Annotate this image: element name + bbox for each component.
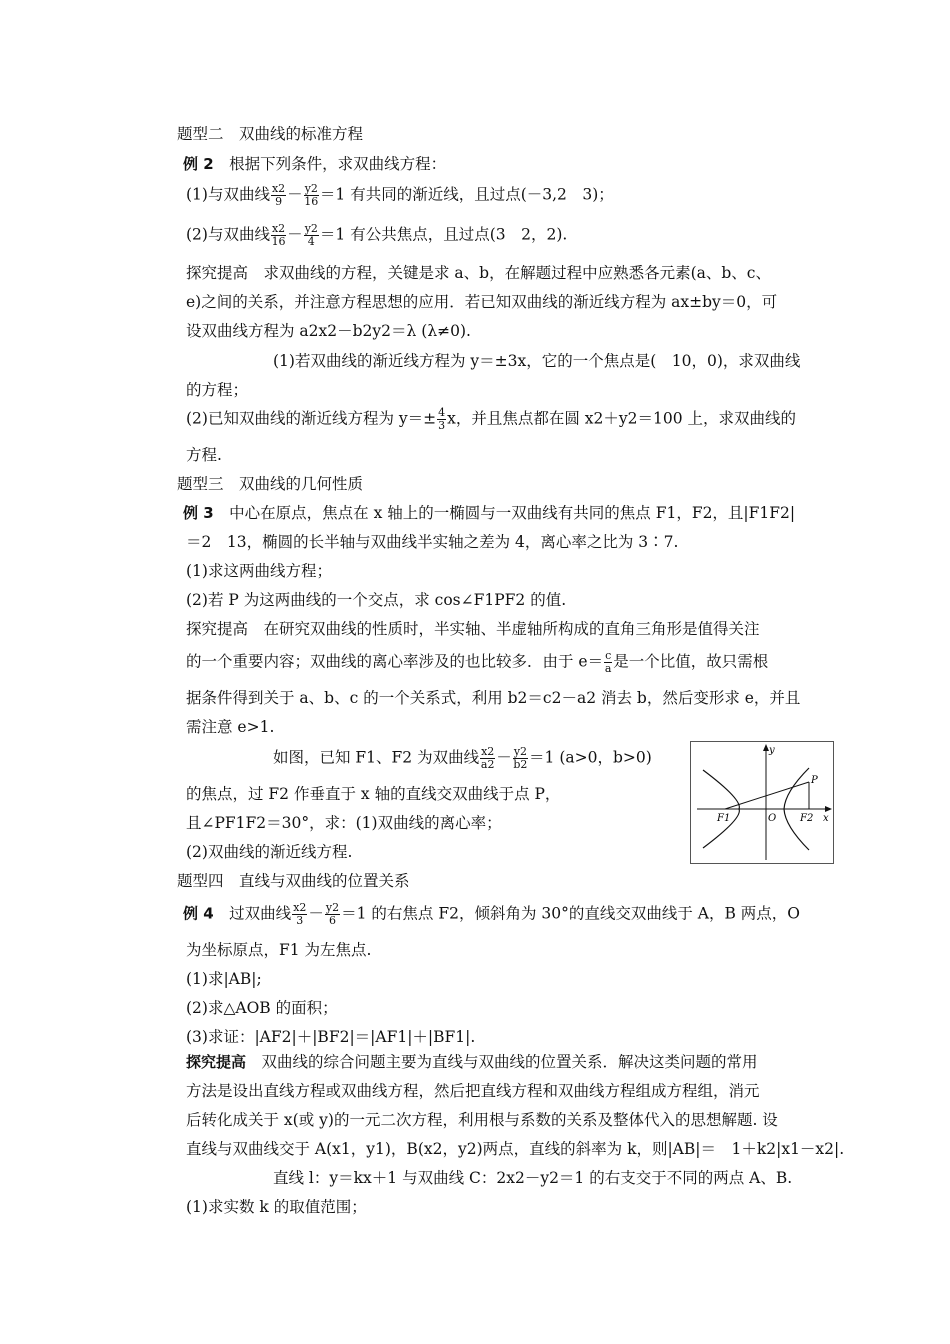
minus-sign: －	[287, 225, 303, 244]
example-3-question-1: (1)求这两曲线方程；	[186, 562, 332, 580]
tanjiu-2-line-2	[186, 650, 768, 675]
minus-sign: －	[496, 748, 512, 767]
v2-text-a: 如图，已知 F1、F2 为双曲线	[273, 748, 480, 767]
example-2-question-2	[186, 223, 567, 248]
tanjiu-2-line-4: 需注意 e>1.	[186, 718, 275, 736]
fraction-y2-6	[325, 902, 340, 927]
ex4-text-b: ＝1 的右焦点 F2，倾斜角为 30°的直线交双曲线于 A，B 两点，O	[341, 904, 801, 923]
variant-2-line-3: 且∠PF1F2＝30°，求：(1)双曲线的离心率；	[186, 814, 502, 832]
fraction-num: y2	[304, 182, 318, 195]
variant-1-line-3	[186, 407, 796, 432]
variant-3-line-2: (1)求实数 k 的取值范围；	[186, 1198, 367, 1216]
tanjiu-2-line-1: 探究提高 在研究双曲线的性质时，半实轴、半虚轴所构成的直角三角形是值得关注	[186, 620, 760, 638]
example-4-line-1	[183, 902, 800, 927]
label-o: O	[768, 813, 777, 824]
fraction-num: x2	[293, 901, 307, 914]
fraction-num: c	[605, 649, 612, 662]
q1-text-b: ＝1 有共同的渐近线，且过点(－3,2 3)；	[319, 185, 614, 204]
q2-text-a: (2)与双曲线	[186, 225, 270, 244]
example-2-line	[183, 154, 446, 174]
example-4-question-1: (1)求|AB|;	[186, 970, 262, 988]
minus-sign: －	[287, 185, 303, 204]
tanjiu-3-line-2: 方法是设出直线方程或双曲线方程，然后把直线方程和双曲线方程组成方程组，消元	[186, 1082, 760, 1100]
tanjiu-1-line-1: 探究提高 求双曲线的方程，关键是求 a、b，在解题过程中应熟悉各元素(a、b、c、	[186, 264, 771, 282]
fraction-den: 9	[275, 195, 283, 208]
fraction-x2-16	[271, 223, 286, 248]
fraction-den: 16	[271, 235, 286, 248]
hyperbola-diagram	[691, 742, 833, 863]
tanjiu-3-text: 双曲线的综合问题主要为直线与双曲线的位置关系．解决这类问题的常用	[246, 1053, 758, 1071]
example-4-line-2: 为坐标原点，F1 为左焦点.	[186, 941, 372, 959]
fraction-den: a	[604, 662, 612, 675]
minus-sign: －	[308, 904, 324, 923]
label-y: y	[769, 745, 775, 756]
tanjiu-1-line-2: e)之间的关系，并注意方程思想的应用．若已知双曲线的渐近线方程为 ax±by＝0，可	[186, 293, 778, 311]
tj2-text-a: 的一个重要内容；双曲线的离心率涉及的也比较多．由于 e＝	[186, 652, 604, 671]
hyperbola-figure	[690, 741, 834, 864]
q2-text-b: ＝1 有公共焦点，且过点(3 2，2).	[319, 225, 568, 244]
v2-text-b: ＝1 (a>0，b>0)	[529, 748, 652, 767]
q1-text-a: (1)与双曲线	[186, 185, 270, 204]
variant-2-line-1	[273, 746, 652, 771]
example-2-text: 根据下列条件，求双曲线方程：	[213, 155, 447, 173]
tanjiu-3-line-4: 直线与双曲线交于 A(x1，y1)，B(x2，y2)两点，直线的斜率为 k，则|AB|＝ 1＋k2|x1－x2|.	[186, 1140, 845, 1158]
fraction-den: 3	[438, 419, 446, 432]
fraction-c-a	[604, 650, 612, 675]
tanjiu-3-line-3: 后转化成关于 x(或 y)的一元二次方程，利用根与系数的关系及整体代入的思想解题. 设	[186, 1111, 778, 1129]
example-4-question-3: (3)求证：|AF2|＋|BF2|＝|AF1|＋|BF1|.	[186, 1028, 476, 1046]
fraction-y2-16	[304, 183, 319, 208]
v1-text-b: x，并且焦点都在圆 x2＋y2＝100 上，求双曲线的	[447, 409, 797, 428]
fraction-den: 4	[307, 235, 315, 248]
variant-2-line-2: 的焦点，过 F2 作垂直于 x 轴的直线交双曲线于点 P，	[186, 785, 561, 803]
example-4-question-2: (2)求△AOB 的面积；	[186, 999, 338, 1017]
fraction-x2-3	[292, 902, 307, 927]
fraction-x2-a2	[480, 746, 495, 771]
example-3-label: 例 3	[183, 504, 214, 522]
fraction-den: 16	[304, 195, 319, 208]
variant-2-line-4: (2)双曲线的渐近线方程.	[186, 843, 353, 861]
variant-1-line-2: 的方程；	[186, 381, 249, 399]
section-title-type4: 题型四 直线与双曲线的位置关系	[177, 872, 410, 890]
variant-1-line-1: (1)若双曲线的渐近线方程为 y＝±3x，它的一个焦点是( 10，0)，求双曲线	[273, 352, 801, 370]
fraction-den: 6	[329, 914, 337, 927]
section-title-type3: 题型三 双曲线的几何性质	[177, 475, 364, 493]
x-axis-arrow-icon	[825, 806, 832, 812]
label-f2: F2	[800, 813, 814, 824]
fraction-den: a2	[480, 758, 495, 771]
variant-1-line-4: 方程.	[186, 446, 222, 464]
tanjiu-1-line-3: 设双曲线方程为 a2x2－b2y2＝λ (λ≠0).	[186, 322, 471, 340]
example-3-text: 中心在原点，焦点在 x 轴上的一椭圆与一双曲线有共同的焦点 F1，F2，且|F1F2|	[213, 504, 796, 522]
variant-3-line-1: 直线 l：y＝kx＋1 与双曲线 C：2x2－y2＝1 的右支交于不同的两点 A、B.	[273, 1169, 793, 1187]
fraction-num: 4	[438, 406, 446, 419]
line-f1-p	[725, 782, 809, 809]
example-4-label: 例 4	[183, 904, 214, 923]
fraction-num: y2	[325, 901, 340, 914]
label-p: P	[811, 775, 818, 786]
example-2-question-1	[186, 183, 614, 208]
label-x: x	[823, 813, 829, 824]
v1-text-a: (2)已知双曲线的渐近线方程为 y＝±	[186, 409, 437, 428]
example-3-line-2: ＝2 13，椭圆的长半轴与双曲线半实轴之差为 4，离心率之比为 3∶7.	[186, 533, 679, 551]
example-3-line-1	[183, 503, 795, 523]
tanjiu-2-line-3: 据条件得到关于 a、b、c 的一个关系式，利用 b2＝c2－a2 消去 b，然后变形求 e，并且	[186, 689, 801, 707]
fraction-num: y2	[513, 745, 528, 758]
example-2-label: 例 2	[183, 155, 214, 173]
fraction-den: b2	[513, 758, 528, 771]
fraction-num: y2	[304, 222, 318, 235]
fraction-num: x2	[481, 745, 495, 758]
fraction-num: x2	[271, 222, 286, 235]
tj2-text-b: 是一个比值，故只需根	[613, 652, 769, 671]
fraction-num: x2	[271, 182, 286, 195]
label-f1: F1	[717, 813, 731, 824]
fraction-y2-b2	[513, 746, 528, 771]
fraction-4-3	[437, 407, 446, 432]
tanjiu-3-line-1	[186, 1052, 758, 1072]
fraction-den: 3	[296, 914, 304, 927]
ex4-text-a: 过双曲线	[213, 904, 292, 923]
tanjiu-3-label: 探究提高	[186, 1053, 247, 1071]
fraction-x2-9	[271, 183, 286, 208]
section-title-type2: 题型二 双曲线的标准方程	[177, 125, 364, 143]
example-3-question-2: (2)若 P 为这两曲线的一个交点，求 cos∠F1PF2 的值.	[186, 591, 567, 609]
fraction-y2-4	[304, 223, 319, 248]
